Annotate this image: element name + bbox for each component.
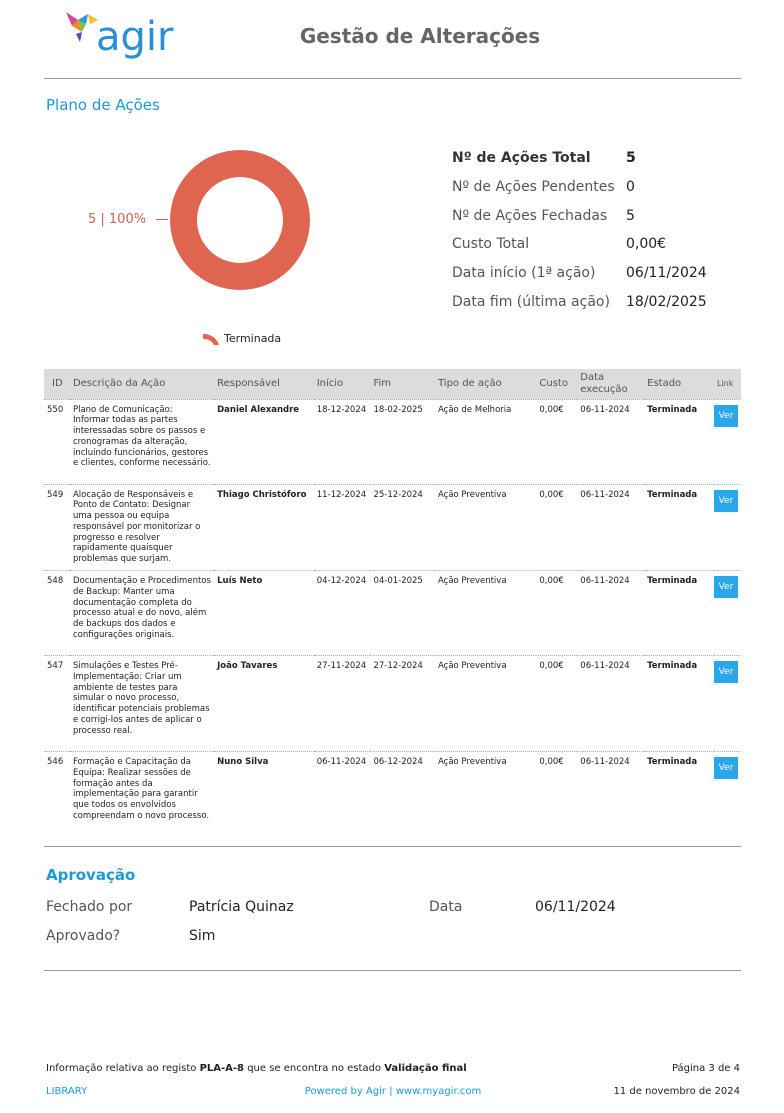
legend-swatch-icon [202, 331, 222, 345]
column-header-state: Estado [647, 378, 682, 390]
row-end: 04-01-2025 [373, 576, 423, 587]
logo-text: agir [96, 14, 174, 60]
row-end: 06-12-2024 [373, 757, 423, 768]
row-cost: 0,00€ [539, 489, 564, 500]
row-start: 18-12-2024 [316, 404, 367, 415]
view-button[interactable]: Ver [714, 757, 738, 779]
footer-info [46, 1063, 467, 1074]
column-header-type: Tipo de ação [437, 378, 502, 390]
column-header-end: Fim [373, 378, 391, 390]
row-start: 06-11-2024 [316, 757, 367, 768]
row-id: 550 [47, 404, 64, 415]
row-cost: 0,00€ [539, 576, 564, 587]
view-button[interactable]: Ver [714, 405, 738, 427]
row-responsible: Thiago Christóforo [217, 489, 307, 500]
row-state: Terminada [647, 489, 698, 500]
table-row [44, 484, 741, 571]
actions-table [44, 369, 741, 827]
column-header-start: Início [316, 378, 344, 390]
column-header-link: Link [716, 379, 734, 389]
row-state: Terminada [647, 757, 698, 768]
row-description: Alocação de Responsáveis e Ponto de Contato: Designar uma pessoa ou equipa responsável por monitorizar o progresso e resolver rapidamente quaisquer problemas que surjam. [72, 489, 201, 565]
donut-leader-line [156, 219, 168, 220]
stat-total-label: Nº de Ações Total [452, 150, 591, 166]
divider [44, 846, 741, 847]
footer-powered-link[interactable]: Powered by Agir | www.myagir.com [304, 1086, 482, 1097]
row-responsible: João Tavares [217, 661, 278, 672]
footer-info-middle: que se encontra no estado [244, 1063, 385, 1074]
row-state: Terminada [647, 576, 698, 587]
row-id: 546 [47, 757, 64, 768]
stat-end-value: 18/02/2025 [626, 294, 707, 310]
row-type: Ação Preventiva [437, 489, 507, 500]
table-row [44, 752, 741, 827]
row-state: Terminada [647, 661, 698, 672]
footer-page: Página 3 de 4 [671, 1063, 740, 1074]
footer-info-prefix: Informação relativa ao registo [46, 1063, 200, 1074]
table-row [44, 656, 741, 752]
row-description: Plano de Comunicação: Informar todas as partes interessadas sobre os passos e cronogramas da alteração, incluindo funcionários, gestores e clientes, conforme necessário. [72, 404, 211, 469]
row-start: 11-12-2024 [316, 489, 367, 500]
agir-logo [64, 8, 184, 70]
stat-end-label: Data fim (última ação) [452, 294, 610, 310]
closed-by-value: Patrícia Quinaz [189, 899, 294, 915]
row-state: Terminada [647, 404, 698, 415]
row-end: 25-12-2024 [373, 489, 423, 500]
table-row [44, 571, 741, 656]
row-id: 549 [47, 489, 64, 500]
row-id: 547 [47, 661, 64, 672]
row-cost: 0,00€ [539, 661, 564, 672]
row-cost: 0,00€ [539, 404, 564, 415]
row-end: 27-12-2024 [373, 661, 423, 672]
divider [44, 78, 741, 79]
stat-start-label: Data início (1ª ação) [452, 265, 596, 281]
table-row [44, 399, 741, 484]
table-header-row [44, 369, 741, 399]
stat-closed-label: Nº de Ações Fechadas [452, 208, 608, 224]
row-id: 548 [47, 576, 64, 587]
row-type: Ação Preventiva [437, 661, 507, 672]
row-start: 04-12-2024 [316, 576, 367, 587]
page-title: Gestão de Alterações [299, 24, 541, 48]
row-type: Ação Preventiva [437, 576, 507, 587]
legend-label: Terminada [224, 332, 282, 345]
row-type: Ação Preventiva [437, 757, 507, 768]
stat-pending-value: 0 [626, 179, 635, 195]
footer-library: LIBRARY [46, 1086, 88, 1097]
row-type: Ação de Melhoria [437, 404, 512, 415]
stat-closed-value: 5 [626, 208, 635, 224]
plan-section-title: Plano de Ações [46, 96, 160, 114]
view-button[interactable]: Ver [714, 576, 738, 598]
footer-record-id: PLA-A-8 [199, 1063, 245, 1074]
row-execution-date: 06-11-2024 [580, 404, 630, 415]
row-cost: 0,00€ [539, 757, 564, 768]
divider [44, 970, 741, 971]
column-header-execution-date: Data execução [580, 371, 628, 395]
donut-slice-terminada [170, 150, 310, 290]
row-execution-date: 06-11-2024 [580, 489, 630, 500]
column-header-description: Descrição da Ação [72, 378, 166, 390]
column-header-cost: Custo [539, 378, 568, 390]
approved-value: Sim [189, 928, 216, 944]
footer-state: Validação final [384, 1063, 467, 1074]
row-responsible: Daniel Alexandre [217, 404, 300, 415]
column-header-id: ID [52, 378, 63, 390]
footer-date: 11 de novembro de 2024 [613, 1086, 740, 1097]
row-responsible: Nuno Silva [217, 757, 269, 768]
approved-label: Aprovado? [46, 928, 121, 944]
stat-total-value: 5 [626, 150, 636, 166]
donut-value-label: 5 | 100% [88, 212, 147, 227]
view-button[interactable]: Ver [714, 490, 738, 512]
approval-section-title: Aprovação [46, 866, 136, 884]
approval-date-label: Data [429, 899, 463, 915]
approval-date-value: 06/11/2024 [535, 899, 616, 915]
stat-start-value: 06/11/2024 [626, 265, 707, 281]
row-execution-date: 06-11-2024 [580, 661, 630, 672]
row-description: Simulações e Testes Pré-Implementação: Criar um ambiente de testes para simular o novo processo, identificar potenciais problemas e corrigi-los antes de aplicar o processo real. [72, 661, 210, 736]
row-execution-date: 06-11-2024 [580, 757, 630, 768]
row-description: Formação e Capacitação da Equipa: Realizar sessões de formação antes da implementação para garantir que todos os envolvidos compreendam o novo processo. [72, 757, 210, 822]
closed-by-label: Fechado por [46, 899, 133, 915]
view-button[interactable]: Ver [714, 661, 738, 683]
stat-cost-value: 0,00€ [626, 236, 667, 252]
column-header-responsible: Responsável [217, 378, 280, 390]
row-start: 27-11-2024 [316, 661, 367, 672]
row-execution-date: 06-11-2024 [580, 576, 630, 587]
row-end: 18-02-2025 [373, 404, 423, 415]
stat-cost-label: Custo Total [452, 236, 530, 252]
stat-pending-label: Nº de Ações Pendentes [452, 179, 615, 195]
donut-chart [160, 140, 320, 300]
row-description: Documentação e Procedimentos de Backup: Manter uma documentação completa do processo atual e do novo, além de backups dos dados e configurações originais. [72, 576, 211, 641]
row-responsible: Luís Neto [217, 576, 263, 587]
